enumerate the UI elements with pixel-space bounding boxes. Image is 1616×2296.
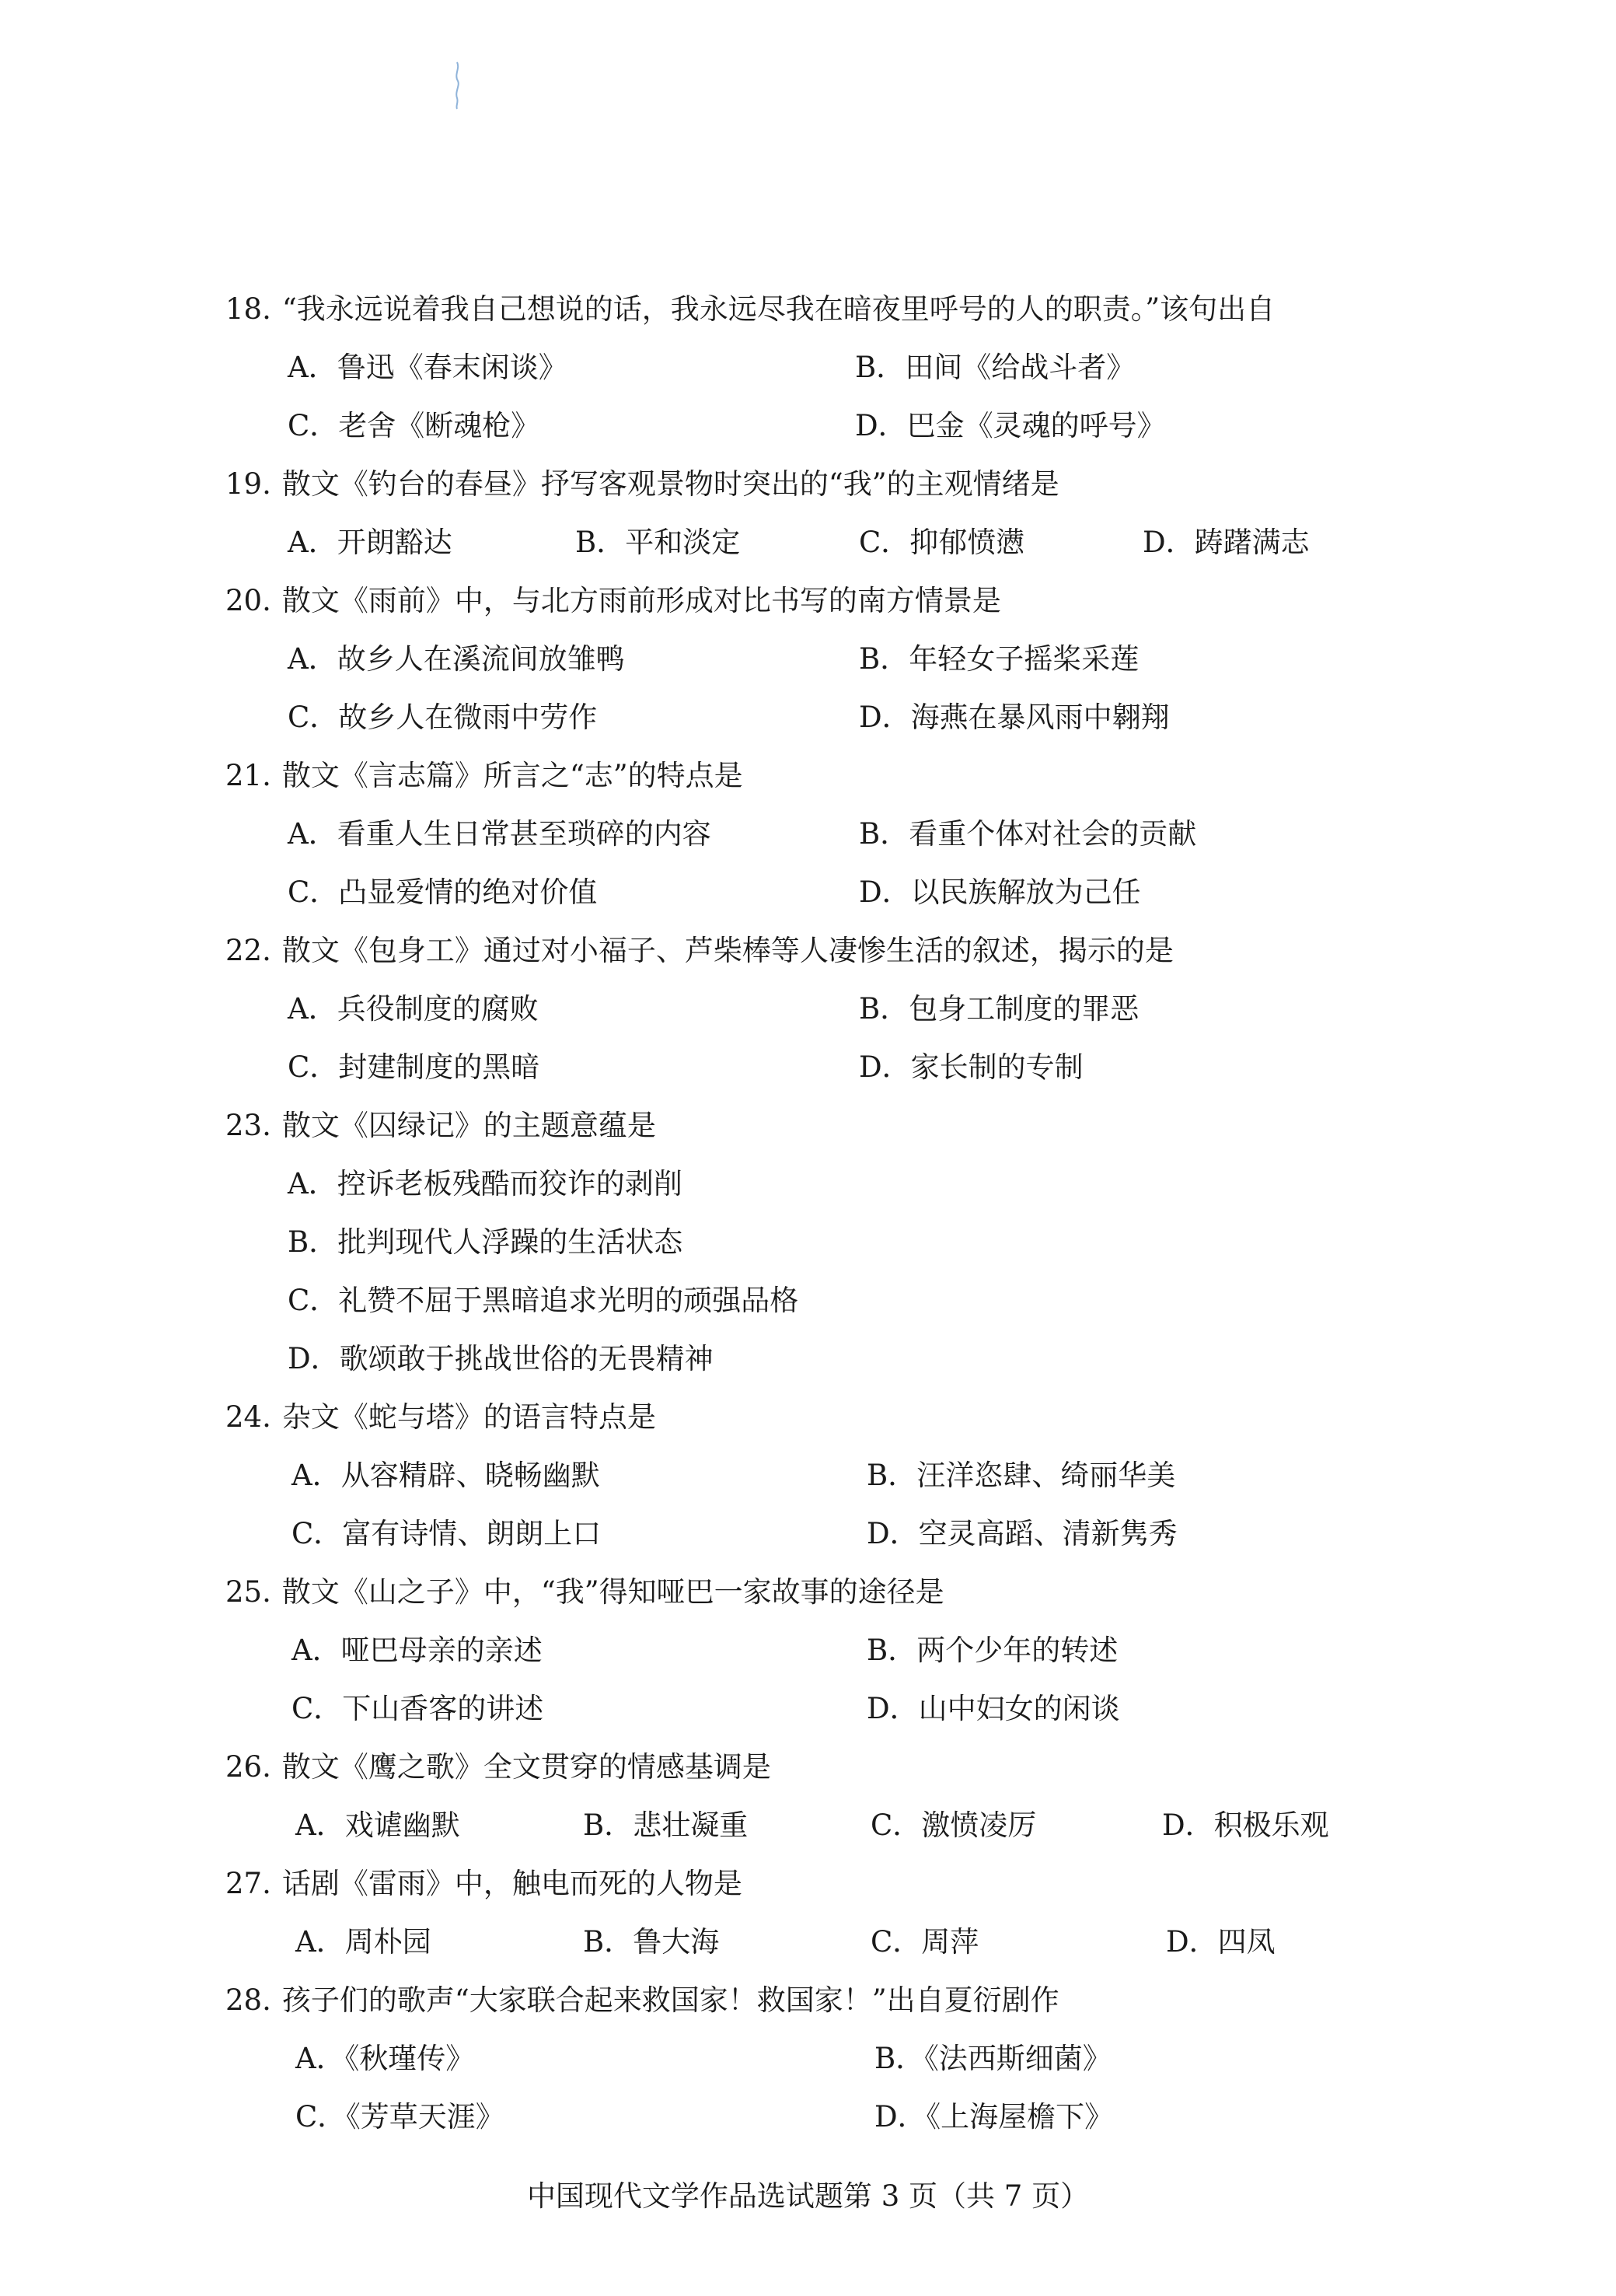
question-18-option-d: D．巴金《灵魂的呼号》: [855, 409, 1166, 442]
question-24-option-a: A．从容精辟、晓畅幽默: [291, 1459, 600, 1492]
question-19-option-b: B．平和淡定: [575, 526, 741, 559]
question-26-stem: 26. 散文《鹰之歌》全文贯穿的情感基调是: [225, 1750, 771, 1784]
question-24-option-b: B．汪洋恣肆、绮丽华美: [867, 1459, 1176, 1492]
question-20-option-d: D．海燕在暴风雨中翱翔: [859, 701, 1170, 734]
question-23-option-a: A．控诉老板残酷而狡诈的剥削: [288, 1167, 682, 1200]
question-26-option-c: C．激愤凌厉: [871, 1808, 1037, 1842]
question-19-option-a: A．开朗豁达: [288, 526, 452, 559]
question-23-option-c: C．礼赞不屈于黑暗追求光明的顽强品格: [288, 1284, 799, 1317]
question-24-option-d: D．空灵高蹈、清新隽秀: [867, 1517, 1178, 1550]
question-23-option-d: D．歌颂敢于挑战世俗的无畏精神: [288, 1342, 714, 1375]
question-22-option-d: D．家长制的专制: [859, 1050, 1084, 1084]
question-18-option-c: C．老舍《断魂枪》: [288, 409, 540, 442]
question-21-option-b: B．看重个体对社会的贡献: [859, 817, 1197, 851]
question-27-option-d: D．四凤: [1166, 1925, 1276, 1959]
question-27-option-c: C．周萍: [871, 1925, 979, 1959]
question-26-option-d: D．积极乐观: [1162, 1808, 1329, 1842]
question-28-option-d: D．《上海屋檐下》: [874, 2100, 1114, 2133]
question-25-stem: 25. 散文《山之子》中，“我”得知哑巴一家故事的途径是: [225, 1575, 944, 1609]
question-25-option-b: B．两个少年的转述: [867, 1634, 1119, 1667]
question-26-option-a: A．戏谑幽默: [295, 1808, 460, 1842]
question-18-stem: 18. “我永远说着我自己想说的话，我永远尽我在暗夜里呼号的人的职责。”该句出自: [225, 292, 1276, 326]
question-25-option-c: C．下山香客的讲述: [291, 1692, 544, 1725]
question-21-stem: 21. 散文《言志篇》所言之“志”的特点是: [225, 759, 743, 792]
question-28-option-b: B．《法西斯细菌》: [874, 2042, 1112, 2075]
question-22-stem: 22. 散文《包身工》通过对小福子、芦柴棒等人凄惨生活的叙述，揭示的是: [225, 934, 1174, 967]
question-18-option-b: B．田间《给战斗者》: [855, 351, 1136, 384]
question-24-option-c: C．富有诗情、朗朗上口: [291, 1517, 602, 1550]
question-20-option-b: B．年轻女子摇桨采莲: [859, 642, 1140, 676]
question-27-option-a: A．周朴园: [295, 1925, 431, 1959]
page-footer: 中国现代文学作品选试题第 3 页（共 7 页）: [526, 2179, 1090, 2213]
question-22-option-b: B．包身工制度的罪恶: [859, 992, 1140, 1026]
question-23-stem: 23. 散文《囚绿记》的主题意蕴是: [225, 1109, 656, 1142]
question-26-option-b: B．悲壮凝重: [583, 1808, 749, 1842]
question-19-option-c: C．抑郁愤懑: [859, 526, 1025, 559]
question-21-option-a: A．看重人生日常甚至琐碎的内容: [288, 817, 711, 851]
question-19-option-d: D．踌躇满志: [1143, 526, 1310, 559]
question-19-stem: 19. 散文《钓台的春昼》抒写客观景物时突出的“我”的主观情绪是: [225, 467, 1059, 501]
question-25-option-d: D．山中妇女的闲谈: [867, 1692, 1120, 1725]
question-27-stem: 27. 话剧《雷雨》中，触电而死的人物是: [225, 1867, 742, 1900]
question-24-stem: 24. 杂文《蛇与塔》的语言特点是: [225, 1400, 656, 1434]
question-21-option-c: C．凸显爱情的绝对价值: [288, 875, 598, 909]
question-22-option-a: A．兵役制度的腐败: [288, 992, 539, 1026]
question-21-option-d: D．以民族解放为己任: [859, 875, 1141, 909]
question-28-option-a: A．《秋瑾传》: [295, 2042, 475, 2075]
question-18-option-a: A．鲁迅《春末闲谈》: [288, 351, 567, 384]
question-25-option-a: A．哑巴母亲的亲述: [291, 1634, 543, 1667]
question-22-option-c: C．封建制度的黑暗: [288, 1050, 540, 1084]
question-20-option-c: C．故乡人在微雨中劳作: [288, 701, 598, 734]
question-27-option-b: B．鲁大海: [583, 1925, 720, 1959]
question-28-option-c: C．《芳草天涯》: [295, 2100, 504, 2133]
ink-mark-icon: [453, 61, 461, 110]
question-20-option-a: A．故乡人在溪流间放雏鸭: [288, 642, 625, 676]
question-28-stem: 28. 孩子们的歌声“大家联合起来救国家！救国家！”出自夏衍剧作: [225, 1983, 1059, 2017]
question-23-option-b: B．批判现代人浮躁的生活状态: [288, 1225, 683, 1259]
question-20-stem: 20. 散文《雨前》中，与北方雨前形成对比书写的南方情景是: [225, 584, 1001, 617]
